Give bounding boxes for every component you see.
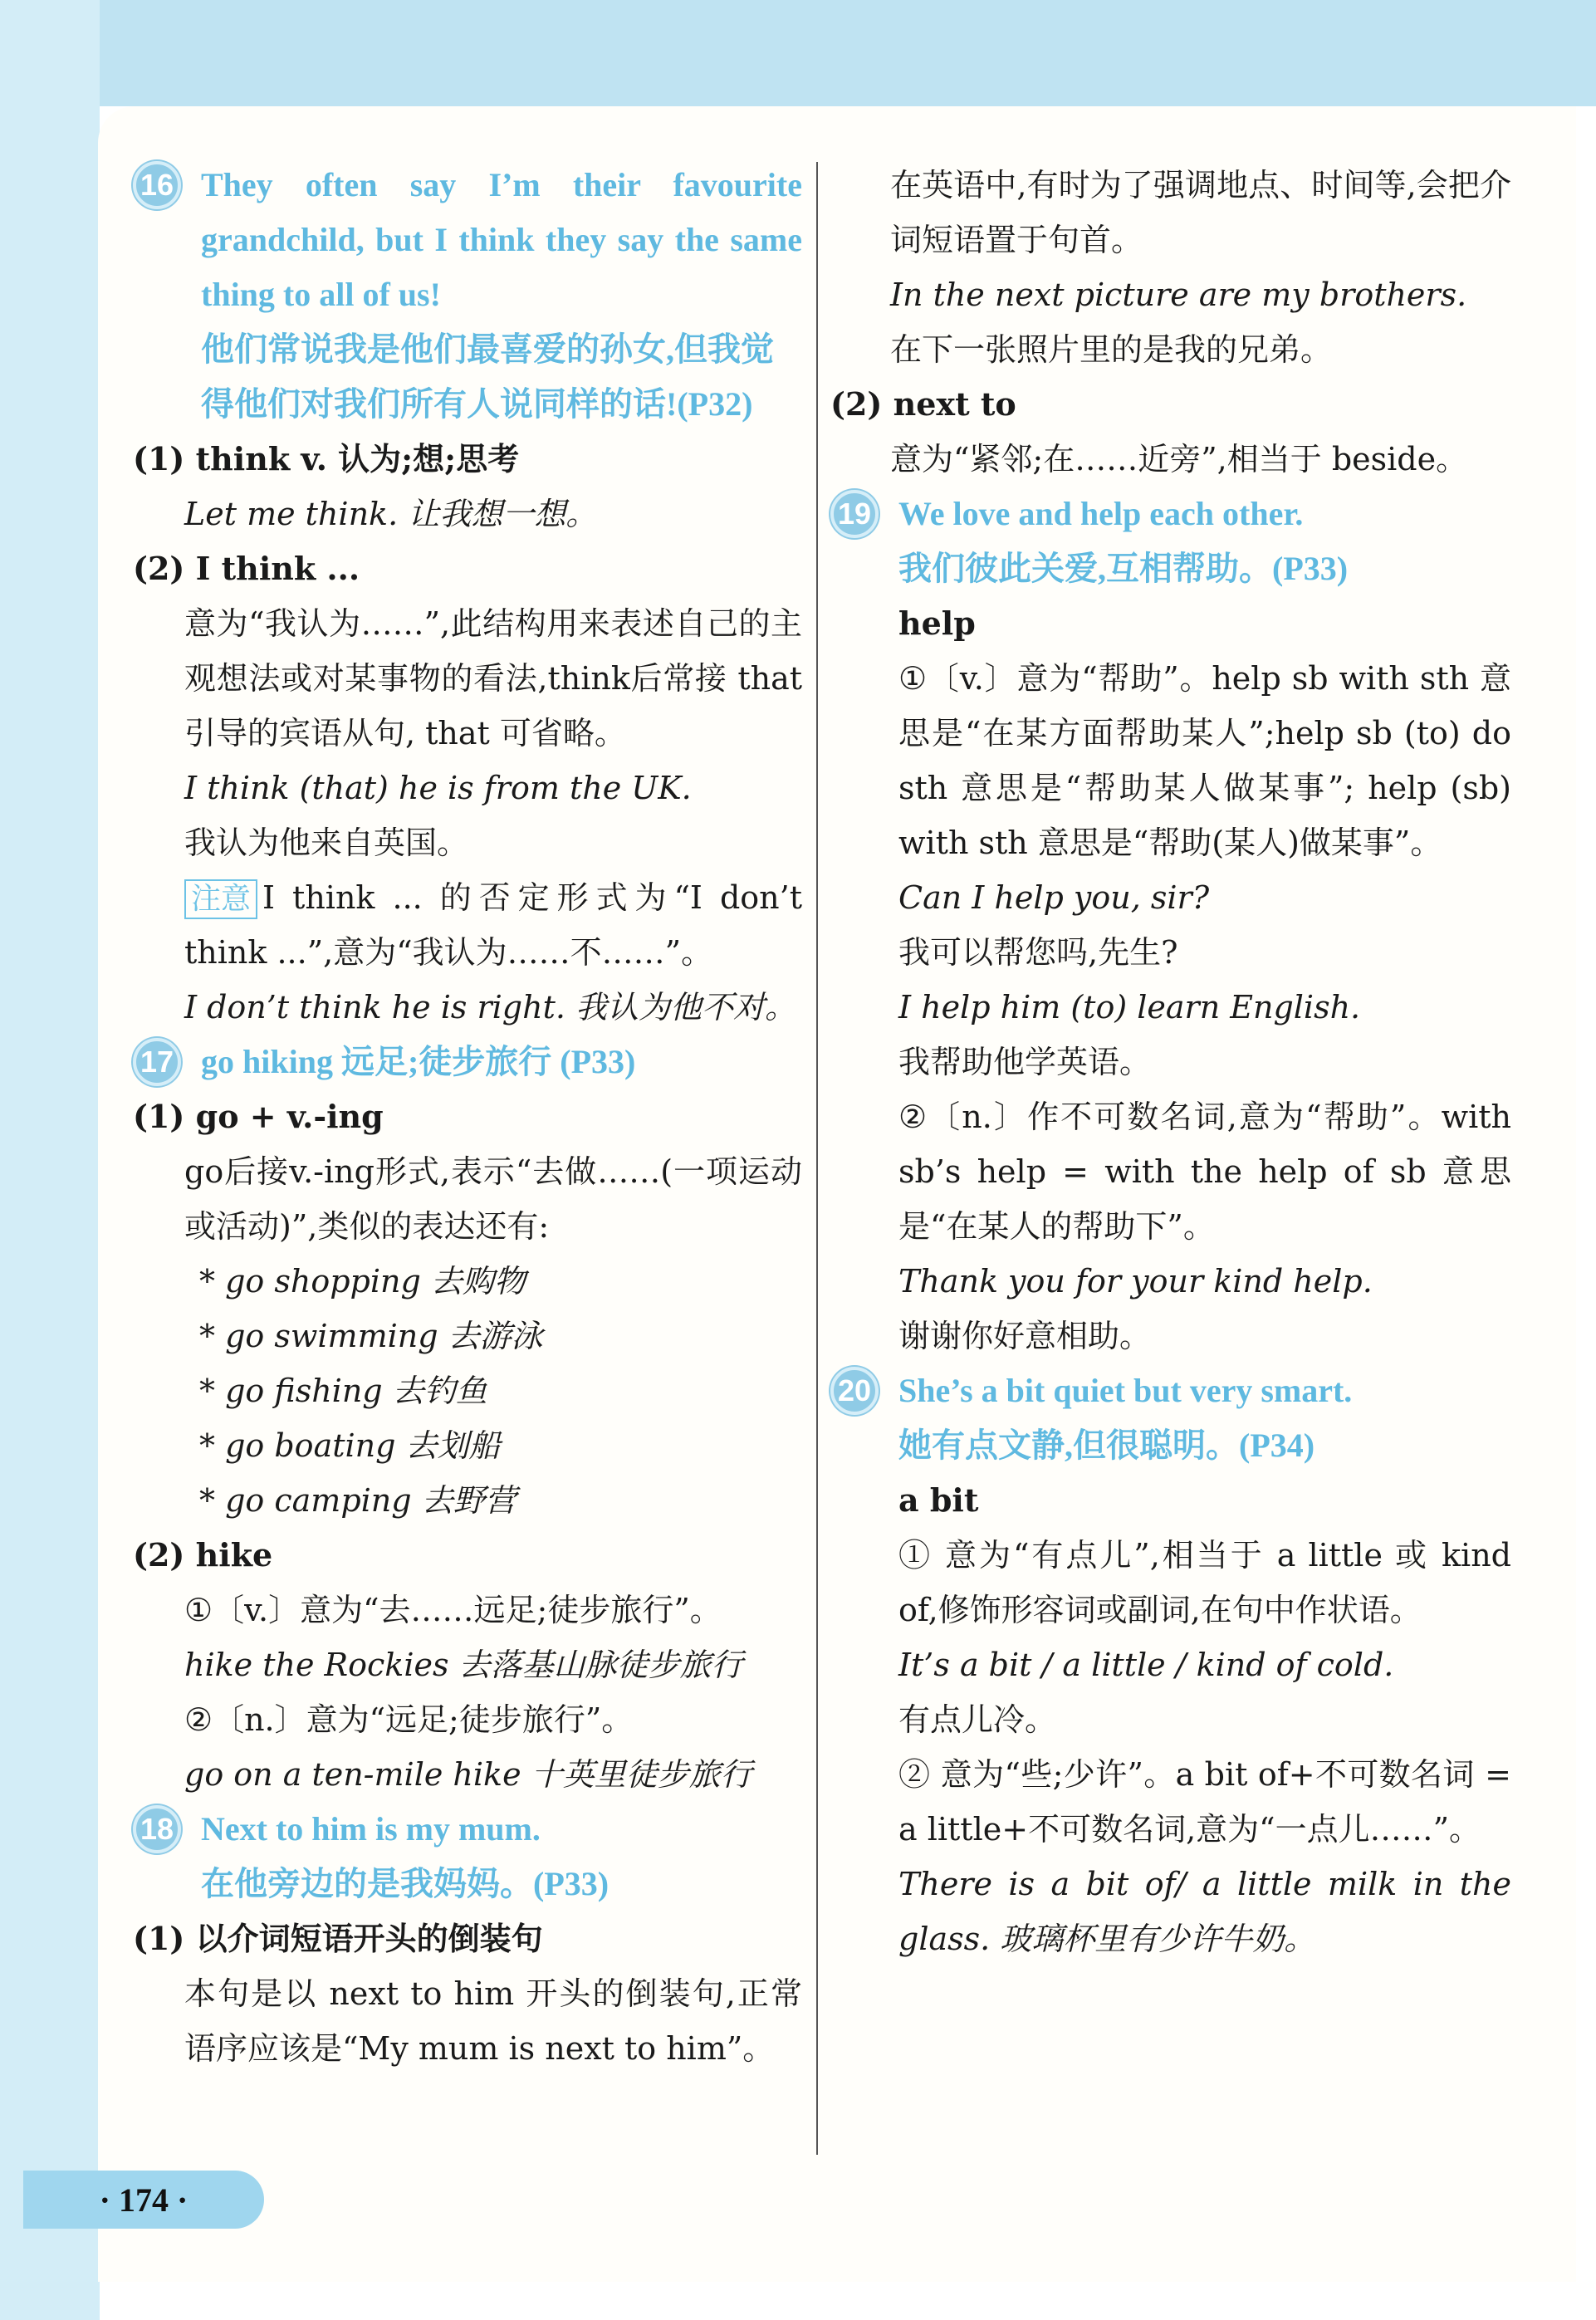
example-cn: 谢谢你好意相助。 xyxy=(898,1318,1152,1354)
note xyxy=(133,870,802,980)
top-color-band xyxy=(0,0,1596,106)
bullet-item: * go shopping 去购物 xyxy=(199,1263,526,1299)
subheading: (2) I think ... xyxy=(133,550,360,587)
subheading: (1) think v. 认为;想;思考 xyxy=(133,440,520,477)
section-heading: go hiking 远足;徒步旅行 (P33) xyxy=(201,1043,636,1080)
section-heading-en: She’s a bit quiet but very smart. xyxy=(898,1372,1353,1409)
section-17 xyxy=(133,1035,802,1089)
example: Let me think. 让我想一想。 xyxy=(184,496,598,532)
example: go on a ten-mile hike 十英里徒步旅行 xyxy=(184,1756,752,1793)
note-label: 注意 xyxy=(184,879,257,919)
bullet-item: * go fishing 去钓鱼 xyxy=(199,1373,487,1409)
section-16 xyxy=(133,158,802,432)
right-column xyxy=(830,158,1511,1966)
keyword: help xyxy=(898,604,976,642)
explanation: ②〔n.〕意为“远足;徒步旅行”。 xyxy=(184,1701,634,1738)
left-color-band xyxy=(0,0,100,2320)
example-cn: 有点儿冷。 xyxy=(898,1701,1057,1738)
explanation: 在英语中,有时为了强调地点、时间等,会把介词短语置于句首。 xyxy=(890,167,1511,258)
note-text: I think ... 的否定形式为“I don’t think ...”,意为“我认为……不……”。 xyxy=(184,879,802,971)
section-heading-cn: 她有点文静,但很聪明。(P34) xyxy=(898,1427,1315,1464)
example: hike the Rockies 去落基山脉徒步旅行 xyxy=(184,1647,743,1683)
subheading: (2) hike xyxy=(133,1536,273,1574)
section-heading-cn: 在他旁边的是我妈妈。(P33) xyxy=(201,1865,610,1902)
example: There is a bit of/ a little milk in the glass. 玻璃杯里有少许牛奶。 xyxy=(898,1866,1511,1957)
explanation: ①〔v.〕意为“去……远足;徒步旅行”。 xyxy=(184,1592,722,1628)
example-en: In the next picture are my brothers. xyxy=(890,277,1467,313)
bullet-item: * go boating 去划船 xyxy=(199,1427,501,1464)
keyword: a bit xyxy=(898,1481,979,1519)
subheading: (1) 以介词短语开头的倒装句 xyxy=(133,1920,543,1957)
section-heading-en: They often say I’m their favourite grandchild, but I think they say the same thing to all of us! xyxy=(201,166,802,313)
explanation: 本句是以 next to him 开头的倒装句,正常语序应该是“My mum is next to him”。 xyxy=(184,1975,802,2067)
example-en: I think (that) he is from the UK. xyxy=(184,770,692,806)
section-number-badge: 17 xyxy=(133,1038,181,1086)
left-column xyxy=(133,158,802,2076)
bullet-item: * go camping 去野营 xyxy=(199,1482,516,1519)
example-cn: 我认为他来自英国。 xyxy=(184,825,469,861)
example-cn: 在下一张照片里的是我的兄弟。 xyxy=(890,331,1333,368)
section-number-badge: 19 xyxy=(830,490,879,538)
column-divider xyxy=(816,162,818,2155)
explanation: ① 意为“有点儿”,相当于 a little 或 kind of,修饰形容词或副词,在句中作状语。 xyxy=(898,1537,1511,1628)
explanation: 意为“我认为……”,此结构用来表述自己的主观想法或对某事物的看法,think后常接 that 引导的宾语从句, that 可省略。 xyxy=(184,605,802,751)
explanation: ①〔v.〕意为“帮助”。help sb with sth 意思是“在某方面帮助某人”;help sb (to) do sth 意思是“帮助某人做某事”; help (sb) with sth 意思是“帮助(某人)做某事”。 xyxy=(898,660,1511,861)
example-cn: 我帮助他学英语。 xyxy=(898,1044,1152,1080)
example-en: Thank you for your kind help. xyxy=(898,1263,1373,1299)
section-number-badge: 20 xyxy=(830,1367,879,1415)
section-heading-cn: 他们常说我是他们最喜爱的孙女,但我觉得他们对我们所有人说同样的话!(P32) xyxy=(201,330,774,423)
subheading: (1) go + v.-ing xyxy=(133,1098,384,1135)
section-number-badge: 18 xyxy=(133,1805,181,1853)
bullet-item: * go swimming 去游泳 xyxy=(199,1318,543,1354)
section-heading-cn: 我们彼此关爱,互相帮助。(P33) xyxy=(898,550,1349,587)
explanation: go后接v.-ing形式,表示“去做……(一项运动或活动)”,类似的表达还有: xyxy=(184,1153,802,1245)
example-en: Can I help you, sir? xyxy=(898,879,1210,916)
section-heading-en: We love and help each other. xyxy=(898,495,1304,532)
subheading: (2) next to xyxy=(830,385,1016,423)
example-en: I help him (to) learn English. xyxy=(898,989,1361,1025)
example-cn: 我可以帮您吗,先生? xyxy=(898,934,1178,971)
explanation: 意为“紧邻;在……近旁”,相当于 beside。 xyxy=(890,441,1468,477)
explanation: ② 意为“些;少许”。a bit of+不可数名词 = a little+不可数名词,意为“一点儿……”。 xyxy=(898,1756,1511,1848)
section-20 xyxy=(830,1363,1511,1473)
example: I don’t think he is right. 我认为他不对。 xyxy=(184,989,796,1025)
example-en: It’s a bit / a little / kind of cold. xyxy=(898,1647,1394,1683)
section-18 xyxy=(133,1802,802,1911)
explanation: ②〔n.〕作不可数名词,意为“帮助”。with sb’s help = with the help of sb 意思是“在某人的帮助下”。 xyxy=(898,1099,1511,1245)
section-19 xyxy=(830,487,1511,596)
section-heading-en: Next to him is my mum. xyxy=(201,1810,541,1848)
section-number-badge: 16 xyxy=(133,161,181,209)
page-number: · 174 · xyxy=(23,2171,264,2229)
